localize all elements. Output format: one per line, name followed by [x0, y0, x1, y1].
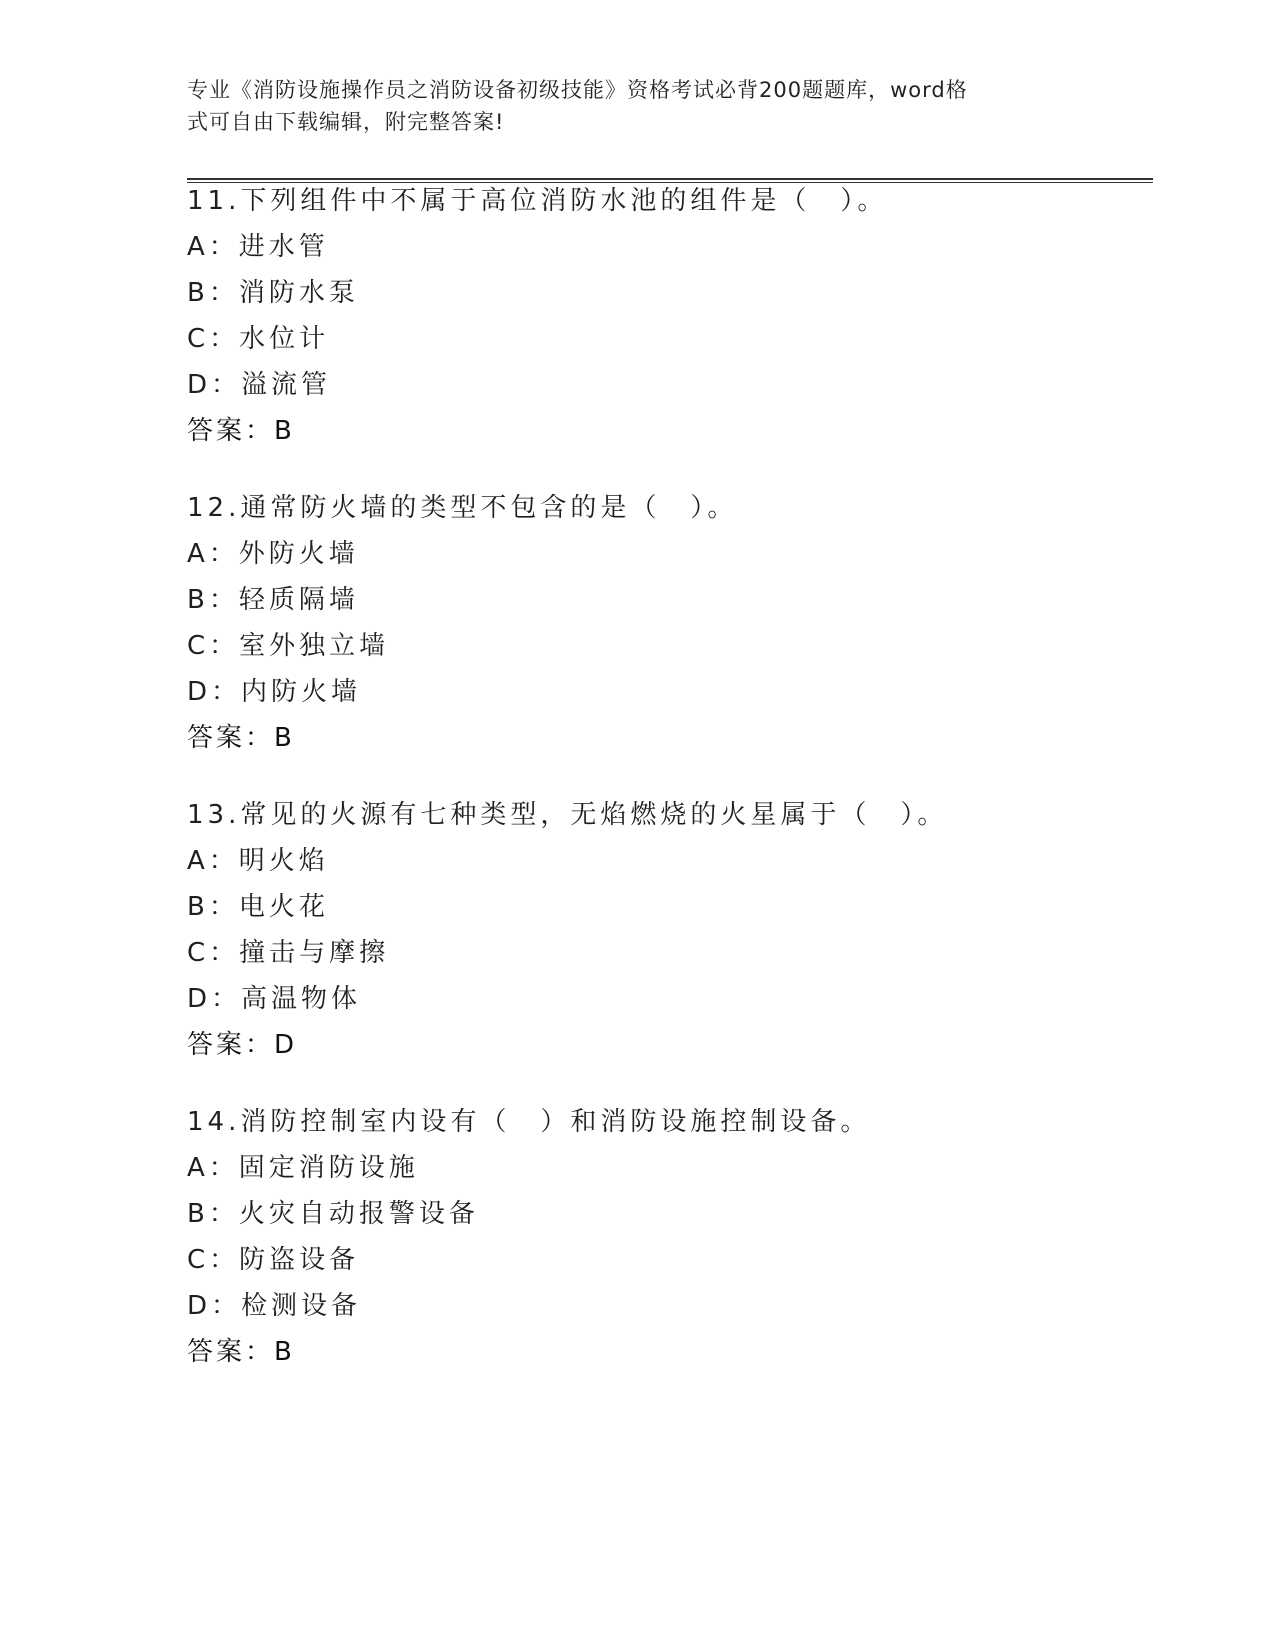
option-c: C：室外独立墙	[187, 631, 390, 661]
option-c: C：撞击与摩擦	[187, 938, 390, 968]
option-d: D：检测设备	[187, 1291, 362, 1321]
option-c: C：防盗设备	[187, 1245, 360, 1275]
option-c: C：水位计	[187, 324, 330, 354]
option-b: B：电火花	[187, 892, 329, 922]
answer-line	[187, 408, 1087, 454]
option-a: A：明火焰	[187, 846, 329, 876]
answer-line	[187, 1329, 1087, 1375]
option-b: B：火灾自动报警设备	[187, 1199, 479, 1229]
header-line-2: 式可自由下载编辑，附完整答案!	[187, 110, 505, 134]
option-b: B：消防水泵	[187, 278, 359, 308]
option-d: D：高温物体	[187, 984, 362, 1014]
question-title: 12.通常防火墙的类型不包含的是（ ）。	[187, 493, 738, 523]
option-d: D：内防火墙	[187, 677, 362, 707]
header-line-1: 专业《消防设施操作员之消防设备初级技能》资格考试必背200题题库，word格	[187, 78, 968, 102]
question-title: 14.消防控制室内设有（ ）和消防设施控制设备。	[187, 1107, 871, 1137]
answer-label: 答案：	[187, 416, 275, 446]
option-a: A：固定消防设施	[187, 1153, 419, 1183]
option-b: B：轻质隔墙	[187, 585, 359, 615]
document-header	[187, 74, 1067, 138]
answer-label: 答案：	[187, 723, 275, 753]
option-a: A：外防火墙	[187, 539, 359, 569]
question-title: 13.常见的火源有七种类型，无焰燃烧的火星属于（ ）。	[187, 800, 948, 830]
question-14	[187, 1099, 1087, 1375]
answer-value: B	[274, 723, 293, 753]
question-13	[187, 792, 1087, 1068]
option-d: D：溢流管	[187, 370, 332, 400]
answer-value: B	[274, 1337, 293, 1367]
answer-label: 答案：	[187, 1030, 275, 1060]
answer-line	[187, 1022, 1087, 1068]
answer-value: D	[274, 1030, 296, 1060]
answer-label: 答案：	[187, 1337, 275, 1367]
option-a: A：进水管	[187, 232, 329, 262]
question-12	[187, 485, 1087, 761]
question-11	[187, 178, 1087, 454]
question-title: 11.下列组件中不属于高位消防水池的组件是（ ）。	[187, 186, 888, 216]
answer-line	[187, 715, 1087, 761]
answer-value: B	[274, 416, 293, 446]
